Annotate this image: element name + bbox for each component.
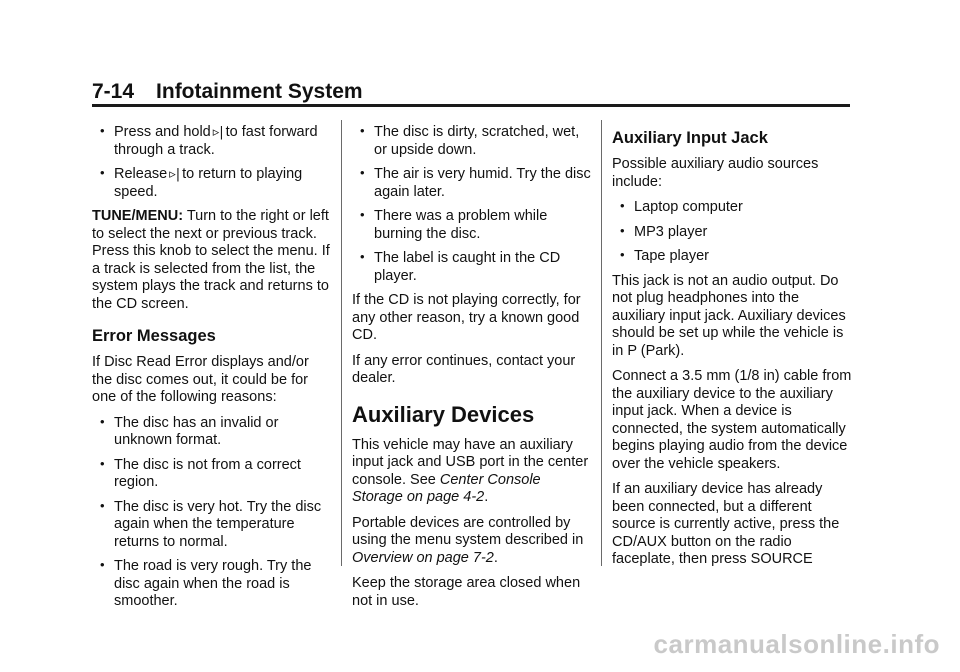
column-divider: [341, 120, 342, 566]
list-item: • The disc is not from a correct region.: [100, 455, 301, 490]
paragraph: Portable devices are controlled by using the menu system described in Overview on page 7-2.: [352, 514, 584, 566]
fast-forward-icon: ▹|: [212, 125, 224, 140]
list-item: • The label is caught in the CD player.: [360, 249, 561, 284]
bullet-icon: •: [360, 165, 365, 180]
error-messages-heading: Error Messages: [92, 327, 216, 345]
center-console-link[interactable]: Center Console Storage on page 4-2: [352, 471, 541, 505]
bullet-icon: •: [100, 557, 105, 572]
column-1: [92, 124, 332, 618]
page-header: [92, 80, 363, 104]
paragraph: Connect a 3.5 mm (1/8 in) cable from the auxiliary device to the auxiliary input jack. When a device is connected, the system automatically begins playing audio from the device over the vehicle speakers.: [612, 368, 852, 472]
list-item: • The disc is dirty, scratched, wet, or upside down.: [360, 123, 580, 158]
bullet-icon: •: [360, 207, 365, 222]
paragraph: Possible auxiliary audio sources include:: [612, 156, 819, 190]
error-intro: If Disc Read Error displays and/or the disc comes out, it could be for one of the following reasons:: [92, 354, 309, 405]
list-item: • The road is very rough. Try the disc again when the road is smoother.: [100, 557, 312, 609]
bullet-icon: •: [100, 413, 105, 429]
page-title: Infotainment System: [156, 80, 363, 103]
fast-forward-icon: ▹|: [169, 167, 181, 182]
list-item: • The air is very humid. Try the disc again later.: [360, 165, 591, 200]
bullet-icon: •: [100, 165, 105, 180]
bullet-icon: •: [620, 198, 625, 213]
paragraph: This vehicle may have an auxiliary input jack and USB port in the center console. See Center Console Storage on page 4-2.: [352, 436, 589, 505]
list-item: • Press and hold ▹| to fast forward through a track.: [100, 123, 318, 158]
list-item: • The disc is very hot. Try the disc again when the temperature returns to normal.: [100, 497, 322, 550]
column-divider: [601, 120, 602, 566]
error-reasons-continued-list: [352, 124, 592, 285]
page-number: 7-14: [92, 80, 135, 103]
tune-menu-paragraph: TUNE/MENU: Turn to the right or left to select the next or previous track. Press this knob to select the menu. If a track is selected from the list, the system plays the track and returns to the CD screen.: [92, 208, 330, 312]
list-item: • Laptop computer: [620, 198, 743, 215]
list-item: • Tape player: [620, 247, 709, 264]
list-item: • The disc has an invalid or unknown format.: [100, 413, 279, 448]
paragraph: Keep the storage area closed when not in use.: [352, 575, 581, 609]
watermark: carmanualsonline.info: [653, 629, 940, 659]
header-rule: [92, 104, 850, 107]
fast-forward-list: [92, 124, 332, 201]
auxiliary-input-jack-heading: Auxiliary Input Jack: [612, 129, 768, 147]
list-item: • Release ▹| to return to playing speed.: [100, 165, 303, 200]
bullet-icon: •: [100, 497, 105, 513]
auxiliary-devices-heading: Auxiliary Devices: [352, 401, 535, 427]
paragraph: If the CD is not playing correctly, for any other reason, try a known good CD.: [352, 292, 581, 343]
column-3: [612, 124, 852, 577]
bullet-icon: •: [620, 222, 625, 238]
list-item: • MP3 player: [620, 222, 708, 240]
audio-sources-list: [612, 199, 852, 266]
column-2: [352, 124, 592, 618]
paragraph: This jack is not an audio output. Do not plug headphones into the auxiliary input jack. Auxiliary devices should be set up while the vehicle is in P (Park).: [612, 272, 846, 359]
paragraph: If an auxiliary device has already been connected, but a different source is currently active, press the CD/AUX button on the radio faceplate, then press SOURCE: [612, 481, 840, 567]
bullet-icon: •: [100, 455, 105, 471]
list-item: • There was a problem while burning the disc.: [360, 207, 548, 242]
paragraph: If any error continues, contact your dealer.: [352, 352, 576, 386]
error-reasons-list: [92, 415, 332, 611]
tune-menu-label: TUNE/MENU:: [92, 208, 184, 224]
bullet-icon: •: [620, 247, 625, 262]
bullet-icon: •: [360, 249, 365, 264]
bullet-icon: •: [360, 123, 365, 138]
overview-link[interactable]: Overview on page 7-2: [352, 549, 494, 566]
bullet-icon: •: [100, 123, 105, 138]
